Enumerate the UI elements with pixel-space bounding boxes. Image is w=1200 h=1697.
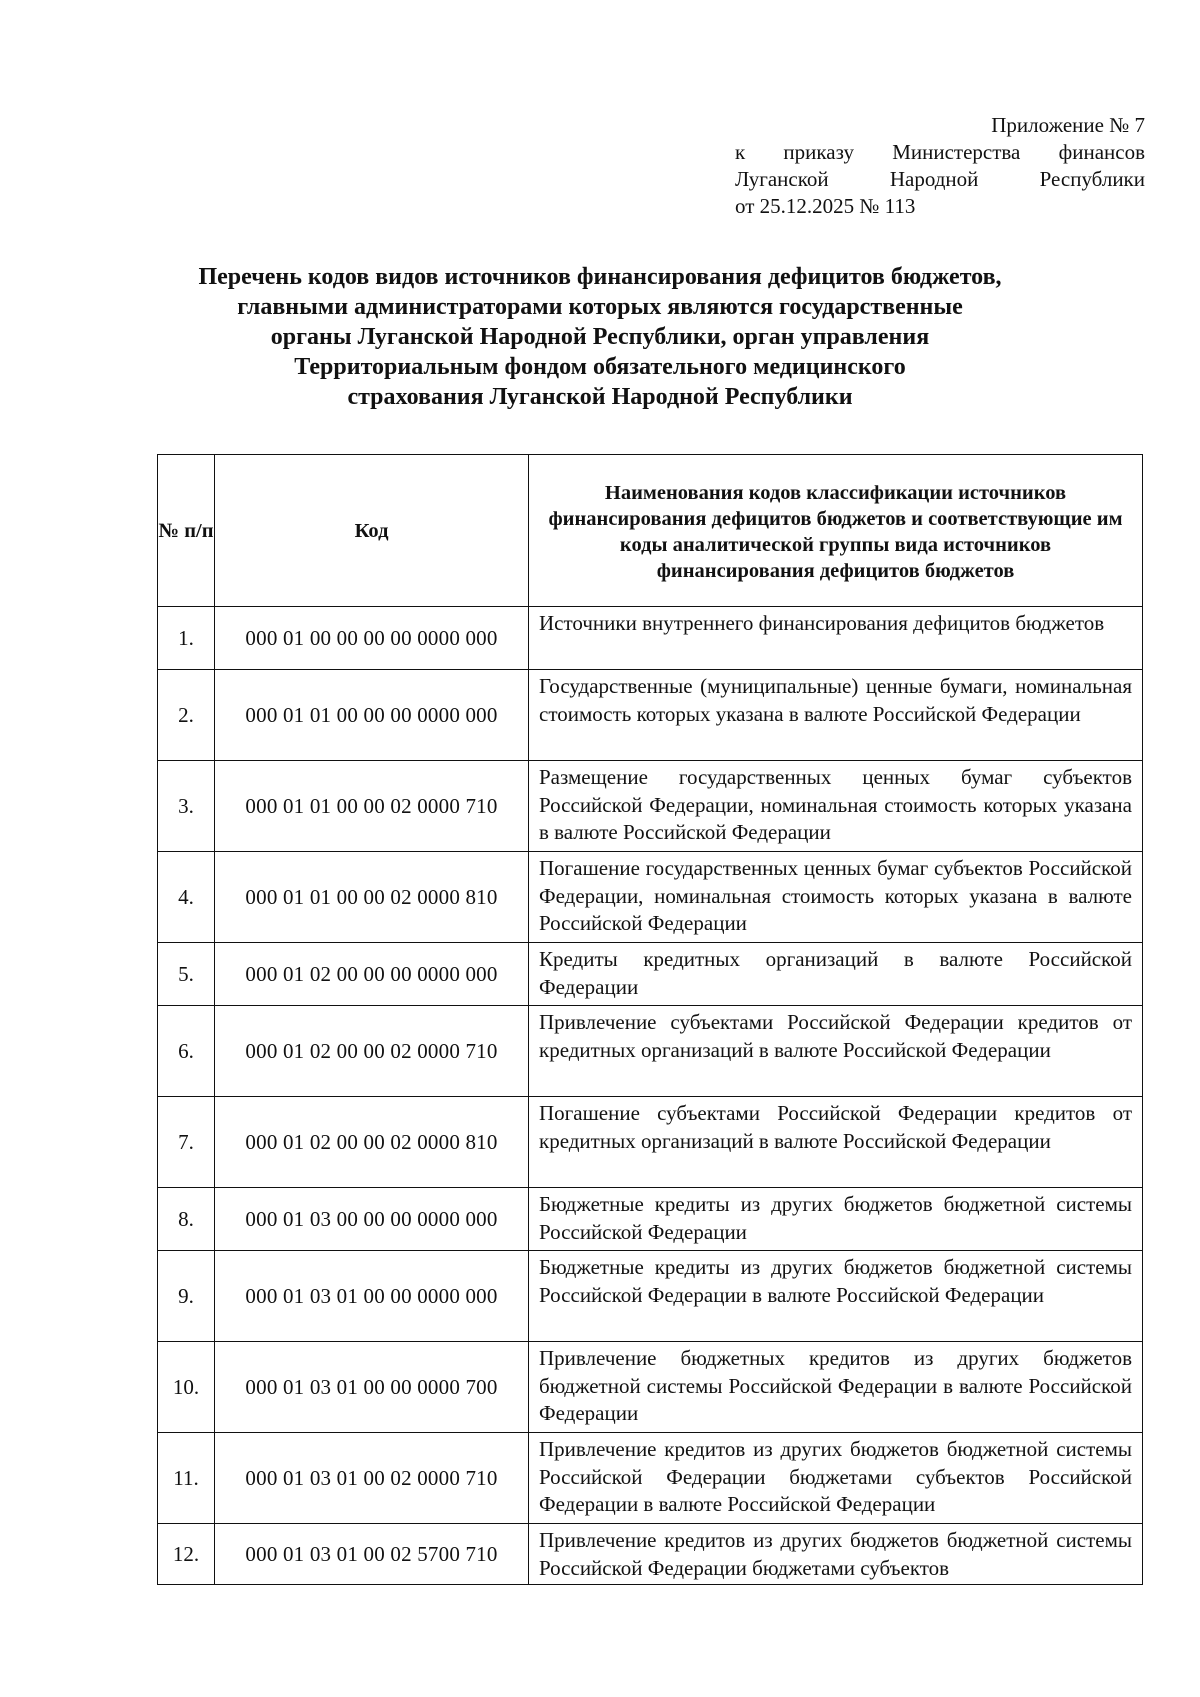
row-name: Размещение государственных ценных бумаг субъектов Российской Федерации, номинальная стоимость которых указана в валюте Российской Федерации bbox=[529, 761, 1143, 852]
header-num: № п/п bbox=[158, 455, 215, 607]
row-num: 9. bbox=[158, 1251, 215, 1342]
row-code: 000 01 02 00 00 00 0000 000 bbox=[215, 943, 529, 1006]
row-num: 1. bbox=[158, 607, 215, 670]
row-name: Бюджетные кредиты из других бюджетов бюджетной системы Российской Федерации в валюте Российской Федерации bbox=[529, 1251, 1143, 1342]
table-row bbox=[158, 1097, 1143, 1188]
table-row bbox=[158, 943, 1143, 1006]
title-line: Территориальным фондом обязательного медицинского bbox=[294, 354, 906, 380]
row-name: Кредиты кредитных организаций в валюте Российской Федерации bbox=[529, 943, 1143, 1006]
title-line: Перечень кодов видов источников финансирования дефицитов бюджетов, bbox=[198, 264, 1002, 290]
title-line: органы Луганской Народной Республики, орган управления bbox=[270, 324, 930, 350]
annex-date-line: от 25.12.2025 № 113 bbox=[735, 194, 916, 218]
row-num: 10. bbox=[158, 1342, 215, 1433]
row-code: 000 01 03 00 00 00 0000 000 bbox=[215, 1188, 529, 1251]
row-code: 000 01 01 00 00 02 0000 710 bbox=[215, 761, 529, 852]
row-code: 000 01 03 01 00 02 0000 710 bbox=[215, 1433, 529, 1524]
header-code: Код bbox=[215, 455, 529, 607]
row-name: Погашение государственных ценных бумаг субъектов Российской Федерации, номинальная стоимость которых указана в валюте Российской Федерации bbox=[529, 852, 1143, 943]
row-name: Привлечение субъектами Российской Федерации кредитов от кредитных организаций в валюте Российской Федерации bbox=[529, 1006, 1143, 1097]
table-row bbox=[158, 1433, 1143, 1524]
row-num: 6. bbox=[158, 1006, 215, 1097]
table-row bbox=[158, 607, 1143, 670]
row-code: 000 01 02 00 00 02 0000 810 bbox=[215, 1097, 529, 1188]
table-header-row bbox=[158, 455, 1143, 607]
table-row bbox=[158, 1342, 1143, 1433]
annex-order-line: к приказу Министерства финансов bbox=[735, 140, 1145, 164]
row-code: 000 01 03 01 00 02 5700 710 bbox=[215, 1524, 529, 1585]
row-num: 5. bbox=[158, 943, 215, 1006]
row-code: 000 01 01 00 00 02 0000 810 bbox=[215, 852, 529, 943]
title-line: главными администраторами которых являются государственные bbox=[237, 294, 963, 320]
row-code: 000 01 03 01 00 00 0000 700 bbox=[215, 1342, 529, 1433]
table-row bbox=[158, 852, 1143, 943]
codes-table bbox=[157, 454, 1143, 1585]
row-num: 4. bbox=[158, 852, 215, 943]
table-row bbox=[158, 1524, 1143, 1585]
row-name: Привлечение кредитов из других бюджетов бюджетной системы Российской Федерации бюджетами субъектов Российской Федерации в валюте Российской Федерации bbox=[529, 1433, 1143, 1524]
row-name: Источники внутреннего финансирования дефицитов бюджетов bbox=[529, 607, 1143, 670]
row-num: 7. bbox=[158, 1097, 215, 1188]
annex-block bbox=[735, 112, 1145, 220]
table-row bbox=[158, 1006, 1143, 1097]
title-line: страхования Луганской Народной Республики bbox=[347, 384, 853, 410]
table-row bbox=[158, 761, 1143, 852]
document-title bbox=[120, 262, 1080, 412]
annex-republic-line: Луганской Народной Республики bbox=[735, 167, 1145, 191]
table-row bbox=[158, 1251, 1143, 1342]
row-name: Бюджетные кредиты из других бюджетов бюджетной системы Российской Федерации bbox=[529, 1188, 1143, 1251]
table-row bbox=[158, 670, 1143, 761]
row-name: Привлечение бюджетных кредитов из других бюджетов бюджетной системы Российской Федерации в валюте Российской Федерации bbox=[529, 1342, 1143, 1433]
header-name: Наименования кодов классификации источников финансирования дефицитов бюджетов и соответствующие им коды аналитической группы вида источников финансирования дефицитов бюджетов bbox=[529, 455, 1143, 607]
row-code: 000 01 01 00 00 00 0000 000 bbox=[215, 670, 529, 761]
row-code: 000 01 03 01 00 00 0000 000 bbox=[215, 1251, 529, 1342]
row-num: 11. bbox=[158, 1433, 215, 1524]
table-row bbox=[158, 1188, 1143, 1251]
annex-number: Приложение № 7 bbox=[991, 113, 1145, 137]
row-num: 8. bbox=[158, 1188, 215, 1251]
row-name: Погашение субъектами Российской Федерации кредитов от кредитных организаций в валюте Российской Федерации bbox=[529, 1097, 1143, 1188]
row-num: 3. bbox=[158, 761, 215, 852]
row-name: Привлечение кредитов из других бюджетов бюджетной системы Российской Федерации бюджетами субъектов bbox=[529, 1524, 1143, 1585]
row-name: Государственные (муниципальные) ценные бумаги, номинальная стоимость которых указана в валюте Российской Федерации bbox=[529, 670, 1143, 761]
row-code: 000 01 00 00 00 00 0000 000 bbox=[215, 607, 529, 670]
row-num: 2. bbox=[158, 670, 215, 761]
row-num: 12. bbox=[158, 1524, 215, 1585]
row-code: 000 01 02 00 00 02 0000 710 bbox=[215, 1006, 529, 1097]
